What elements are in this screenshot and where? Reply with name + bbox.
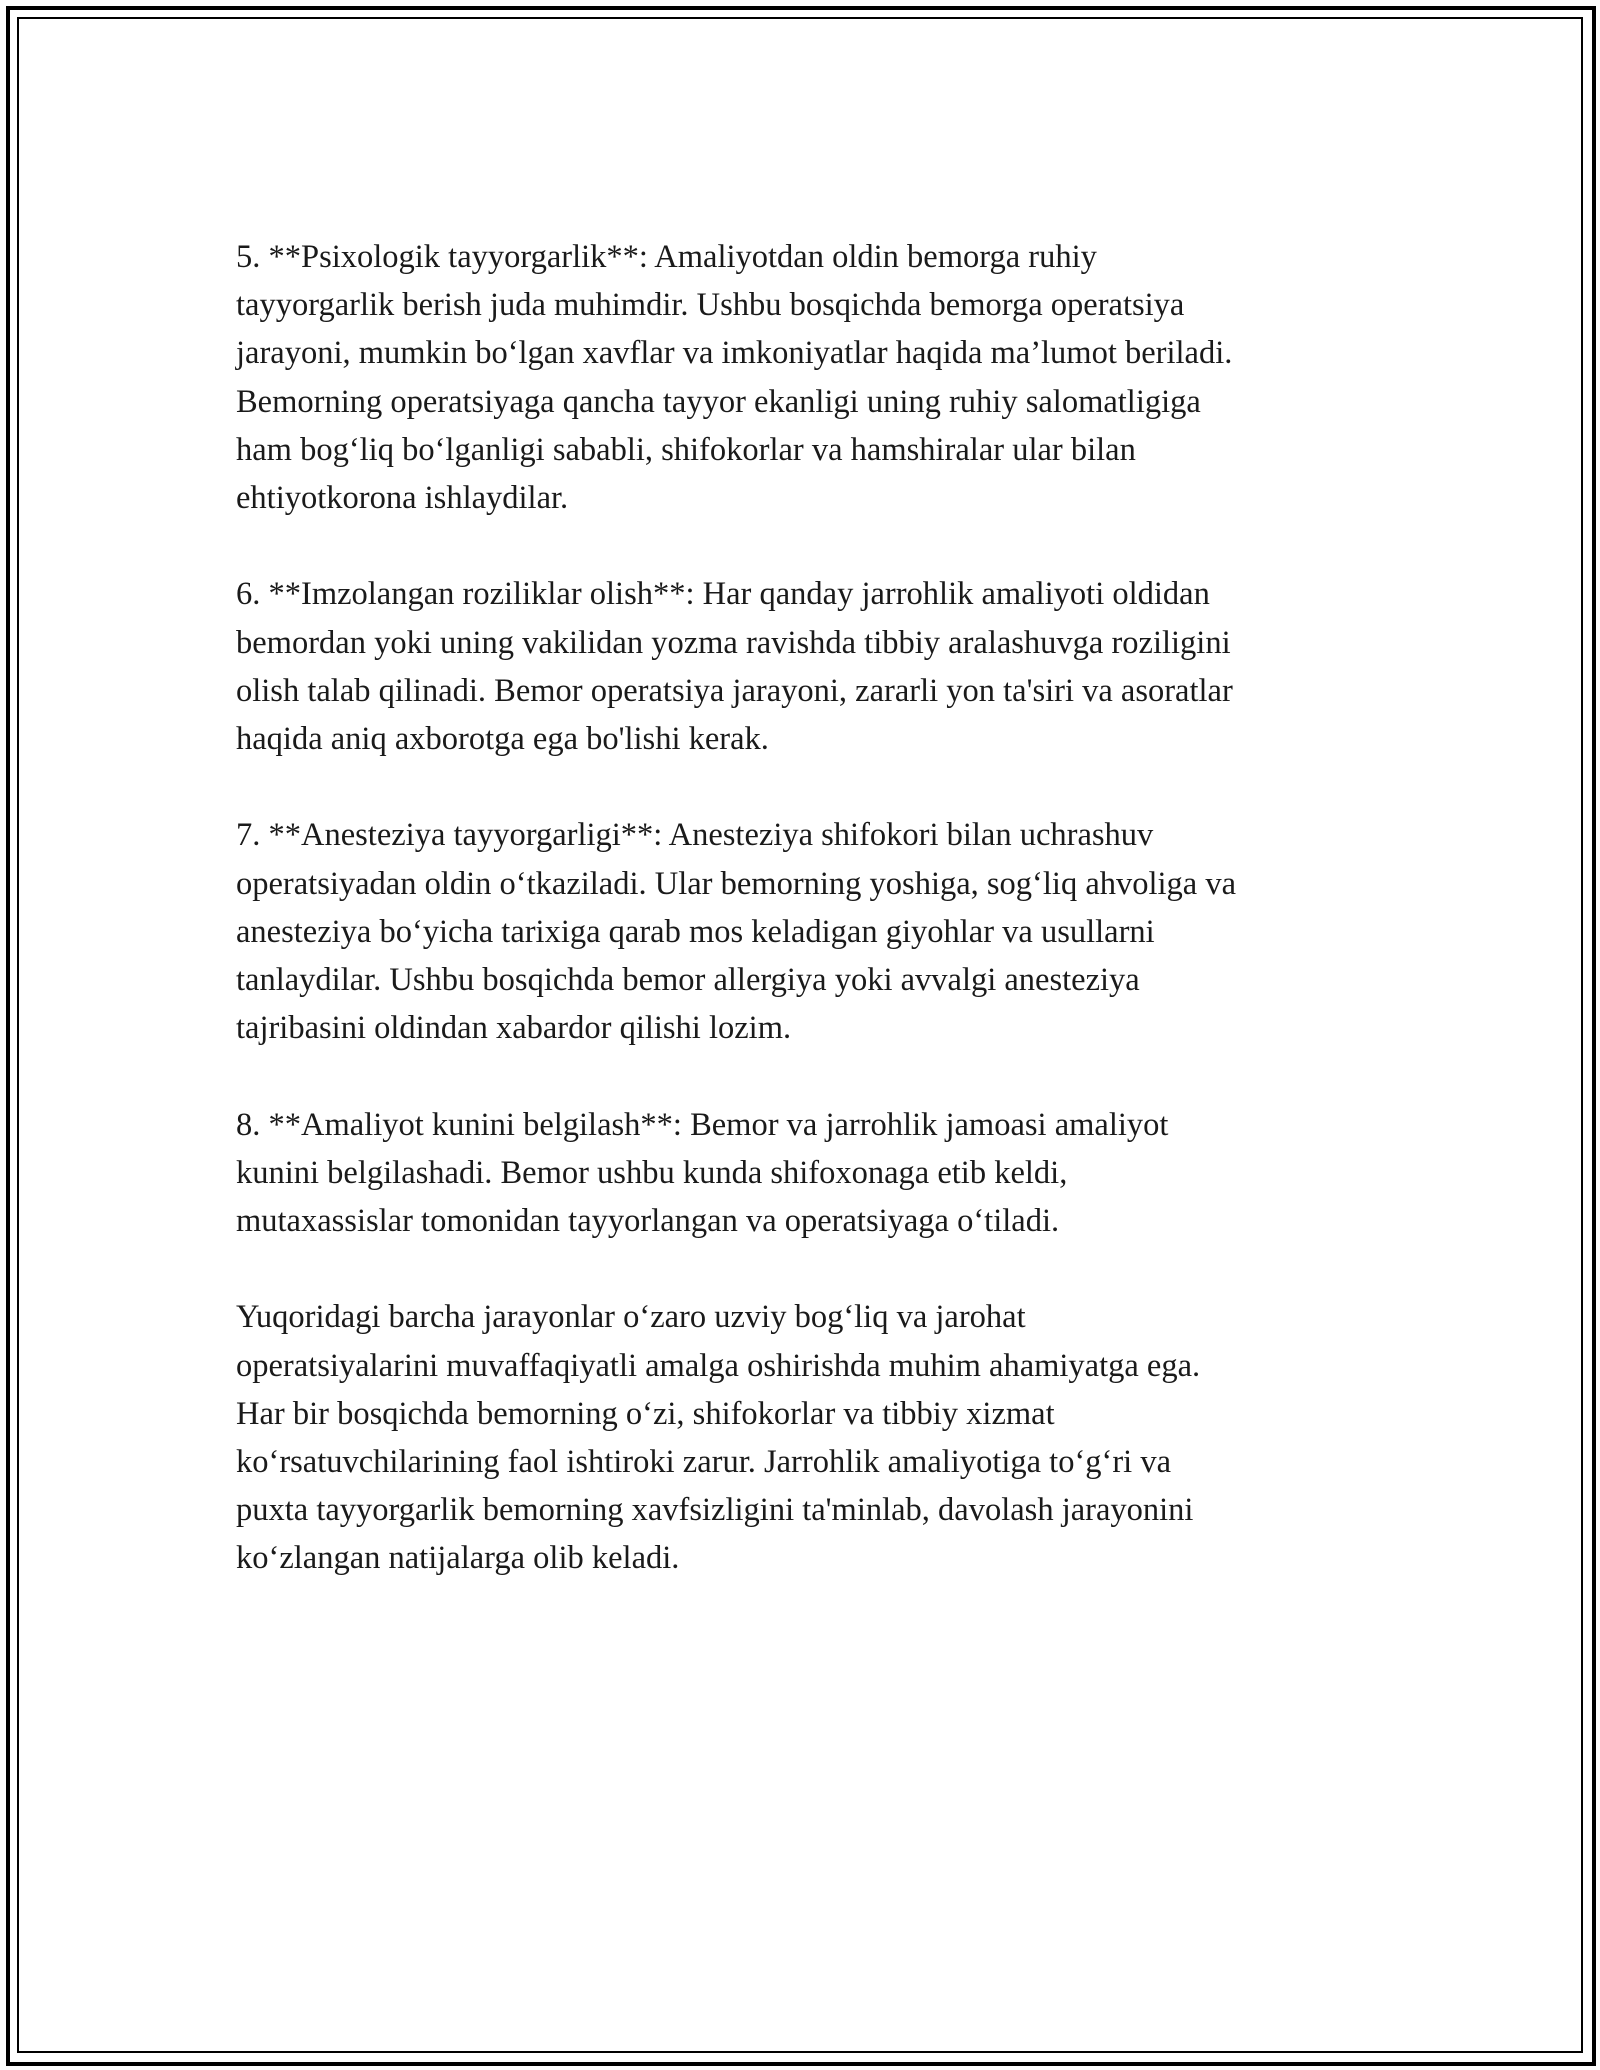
paragraph-conclusion: Yuqoridagi barcha jarayonlar o‘zaro uzviy bog‘liq va jarohat operatsiyalarini muvaffaqiyatli amalga oshirishda muhim ahamiyatga ega. Har bir bosqichda bemorning o‘zi, shifokorlar va tibbiy xizmat ko‘rsatuvchilarining faol ishtiroki zarur. Jarrohlik amaliyotiga to‘g‘ri va puxta tayyorgarlik bemorning xavfsizligini ta'minlab, davolash jarayonini ko‘zlangan natijalarga olib keladi. [236, 1299, 1201, 1577]
paragraph-anesteziya-tayyorgarligi: 7. **Anesteziya tayyorgarligi**: Anesteziya shifokori bilan uchrashuv operatsiyadan oldin o‘tkaziladi. Ular bemorning yoshiga, sog‘liq ahvoliga va anesteziya bo‘yicha tarixiga qarab mos keladigan giyohlar va usullarni tanlaydilar. Ushbu bosqichda bemor allergiya yoki avvalgi anesteziya tajribasini oldindan xabardor qilishi lozim. [236, 817, 1237, 1047]
paragraph-imzolangan-roziliklar: 6. **Imzolangan roziliklar olish**: Har qanday jarrohlik amaliyoti oldidan bemordan yoki uning vakilidan yozma ravishda tibbiy aralashuvga roziligini olish talab qilinadi. Bemor operatsiya jarayoni, zararli yon ta'siri va asoratlar haqida aniq axborotga ega bo'lishi kerak. [236, 576, 1233, 758]
paragraph-amaliyot-kunini-belgilash: 8. **Amaliyot kunini belgilash**: Bemor va jarrohlik jamoasi amaliyot kunini belgilashadi. Bemor ushbu kunda shifoxonaga etib keldi, mutaxassislar tomonidan tayyorlangan va operatsiyaga o‘tiladi. [236, 1106, 1169, 1240]
paragraph-psixologik-tayyorgarlik: 5. **Psixologik tayyorgarlik**: Amaliyotdan oldin bemorga ruhiy tayyorgarlik berish juda muhimdir. Ushbu bosqichda bemorga operatsiya jarayoni, mumkin bo‘lgan xavflar va imkoniyatlar haqida ma’lumot beriladi. Bemorning operatsiyaga qancha tayyor ekanligi uning ruhiy salomatligiga ham bog‘liq bo‘lganligi sababli, shifokorlar va hamshiralar ular bilan ehtiyotkorona ishlaydilar. [236, 239, 1233, 517]
document-body [236, 233, 1386, 1631]
